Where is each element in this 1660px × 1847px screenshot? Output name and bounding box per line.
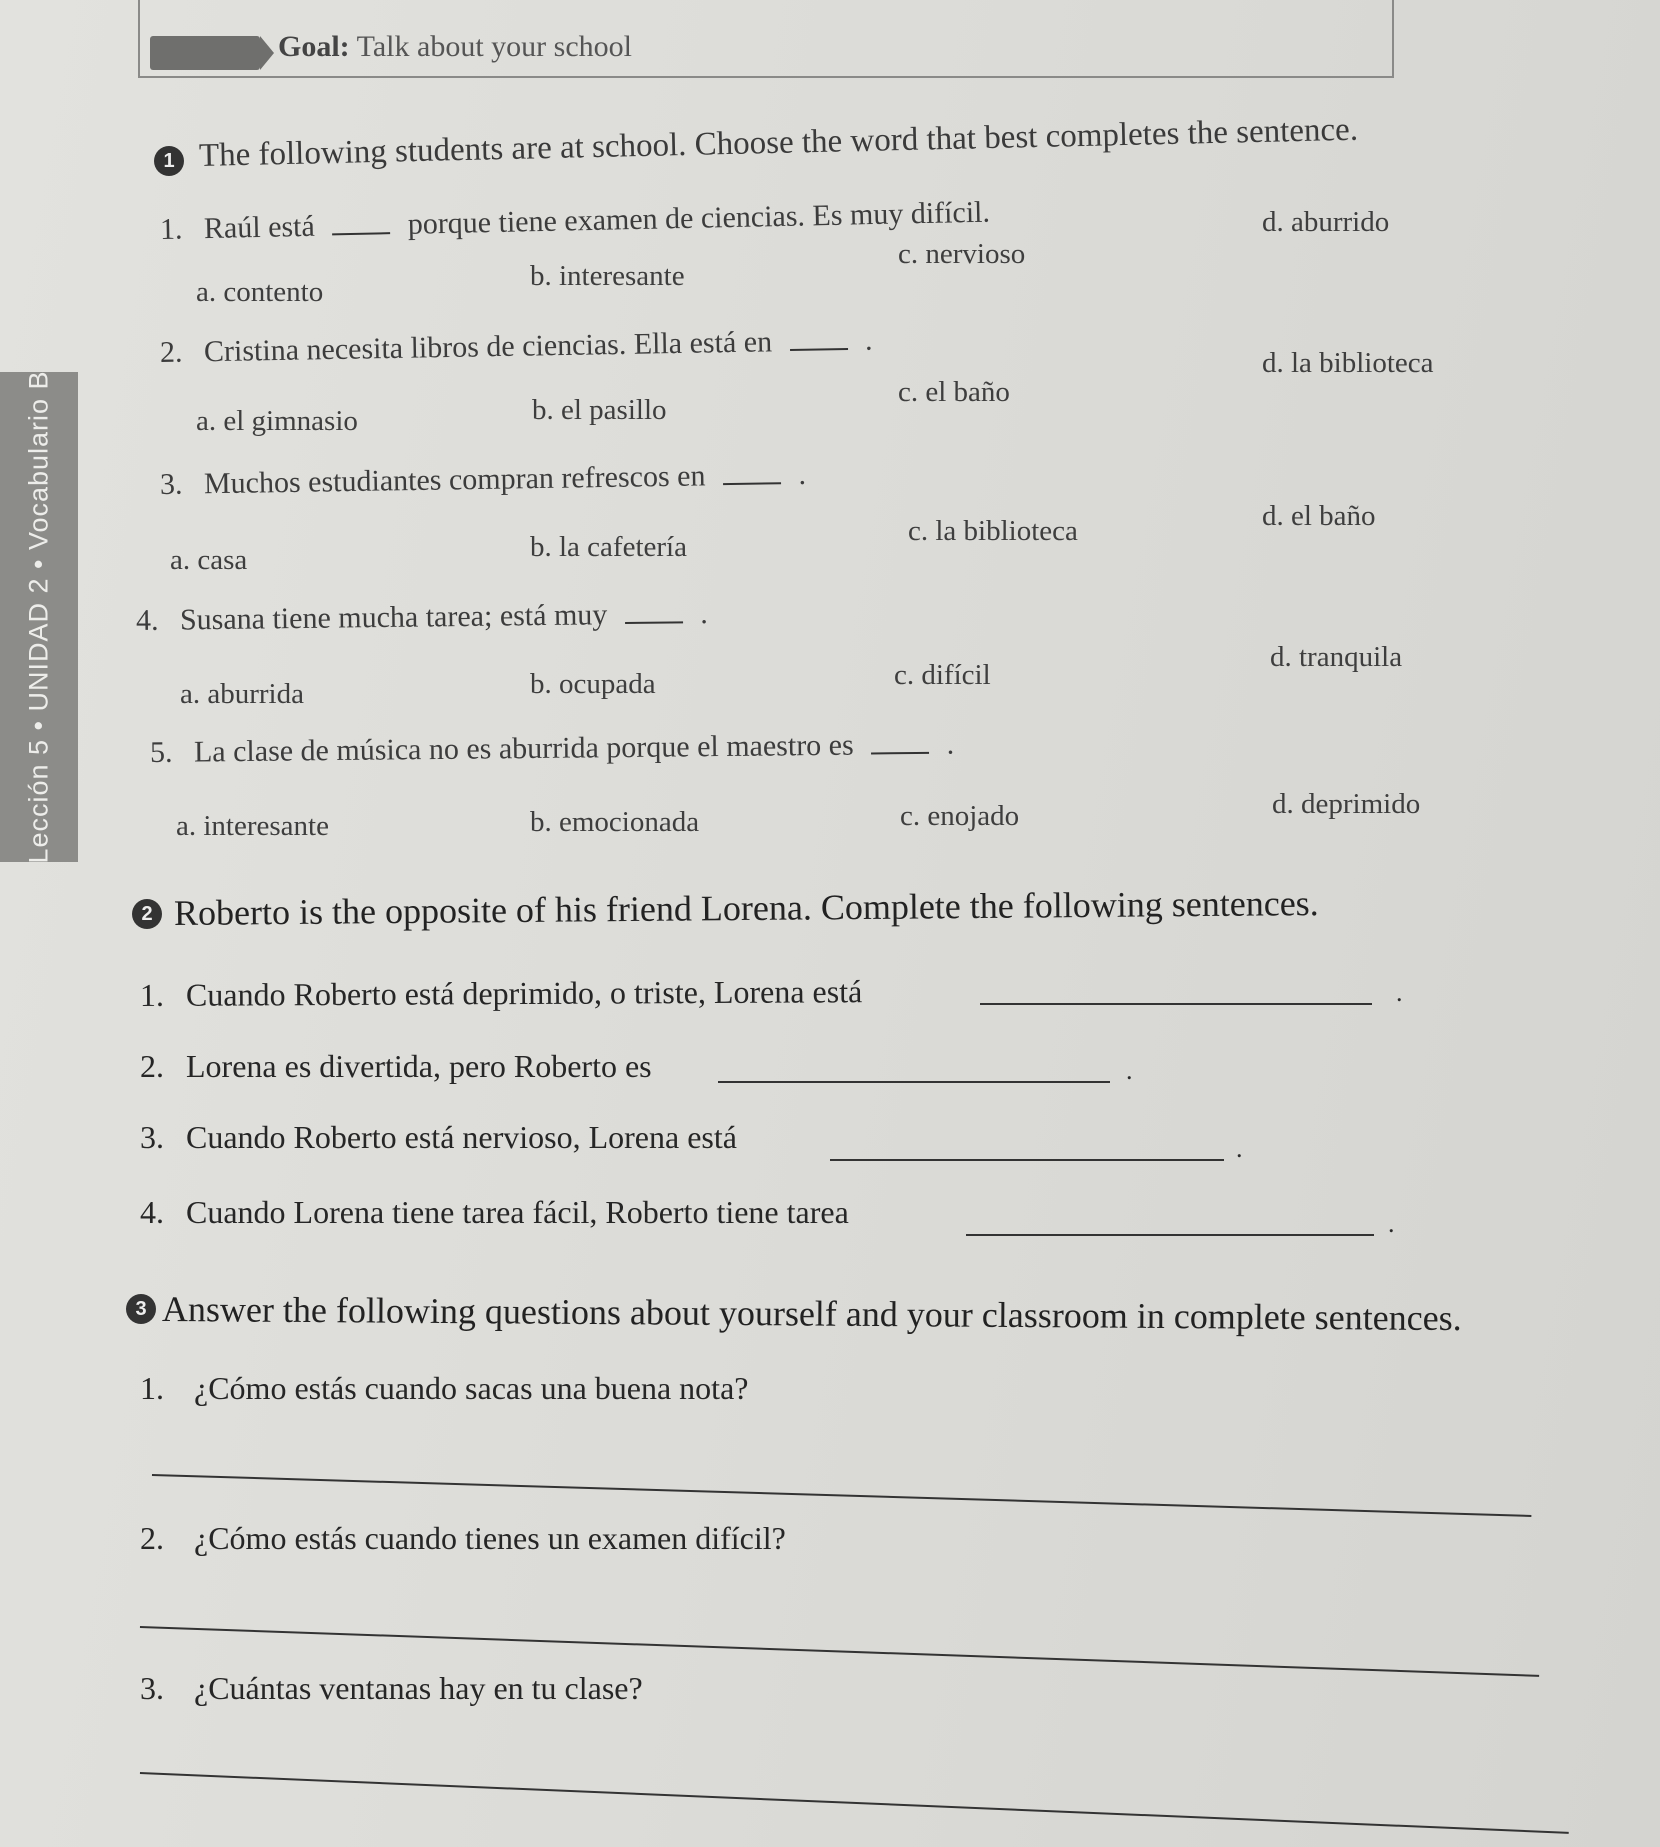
s3-item-3-text: ¿Cuántas ventanas hay en tu clase? [194,1670,643,1706]
lesson-side-tab [0,372,78,862]
section-2-number: 2 [132,899,162,929]
s2-item-1-period: . [1396,978,1403,1007]
s1-item-5-option-c[interactable]: c. enojado [900,800,1020,832]
s1-item-1-before: Raúl está [203,209,316,246]
s1-item-4-option-c[interactable]: c. difícil [894,659,991,691]
section-1-instruction: The following students are at school. Choose the word that best completes the sentence. [198,111,1359,174]
goal-badge [150,36,260,70]
s2-item-2-text: Lorena es divertida, pero Roberto es [186,1048,652,1084]
s2-item-4-text: Cuando Lorena tiene tarea fácil, Roberto tiene tarea [186,1194,849,1230]
s2-item-4 [140,1194,849,1231]
s3-item-1-answer-line[interactable] [152,1474,1531,1517]
s2-item-1-number: 1. [139,976,165,1013]
s1-item-2-option-b[interactable]: b. el pasillo [532,394,667,426]
goal-label: Goal: [278,30,350,63]
section-1-number: 1 [154,146,184,176]
s1-item-4-option-b[interactable]: b. ocupada [530,668,656,700]
s1-item-5-before: La clase de música no es aburrida porque el maestro es [193,728,854,769]
section-3-instruction: Answer the following questions about yourself and your classroom in complete sentences. [161,1289,1462,1339]
s2-item-2-period: . [1126,1056,1133,1085]
s1-item-3-blank[interactable] [723,462,781,485]
goal-text: Talk about your school [356,30,632,63]
s2-item-3-blank[interactable] [830,1159,1224,1161]
s3-item-2-text: ¿Cómo estás cuando tienes un examen difícil? [194,1520,786,1556]
s1-item-1-number: 1. [159,212,183,246]
s2-item-3-number: 3. [140,1119,164,1155]
s3-item-1 [140,1370,748,1407]
s1-item-4-question [136,597,708,638]
s1-item-2-option-d[interactable]: d. la biblioteca [1262,347,1434,379]
s1-item-5-after: . [946,727,955,761]
lesson-side-tab-label: Lección 5 • UNIDAD 2 • Vocabulario B [23,370,54,864]
s1-item-1-blank[interactable] [332,212,390,235]
s1-item-3-option-b[interactable]: b. la cafetería [530,531,687,563]
s1-item-1-option-c[interactable]: c. nervioso [898,238,1026,270]
s1-item-1-option-b[interactable]: b. interesante [530,260,685,292]
s1-item-5-number: 5. [149,735,173,769]
s3-item-2 [140,1520,786,1557]
s2-item-2 [140,1048,652,1085]
s3-item-3-answer-line[interactable] [140,1772,1569,1834]
s2-item-2-blank[interactable] [718,1081,1110,1083]
s3-item-1-number: 1. [140,1370,164,1406]
s2-item-3-text: Cuando Roberto está nervioso, Lorena está [186,1119,737,1155]
s1-item-4-number: 4. [135,603,159,637]
s1-item-4-after: . [700,597,708,631]
section-3-number: 3 [126,1294,156,1324]
section-2-instruction: Roberto is the opposite of his friend Lorena. Complete the following sentences. [173,883,1319,933]
s2-item-4-period: . [1388,1209,1395,1238]
s1-item-1-after: porque tiene examen de ciencias. Es muy difícil. [407,195,991,241]
s1-item-3-question [160,458,806,502]
s3-item-3-number: 3. [140,1670,164,1706]
s1-item-5-blank[interactable] [871,732,929,755]
s1-item-3-before: Muchos estudiantes compran refrescos en [203,459,706,501]
s1-item-2-option-a[interactable]: a. el gimnasio [196,405,358,437]
s1-item-2-option-c[interactable]: c. el baño [898,376,1010,408]
s1-item-3-after: . [798,457,807,491]
s1-item-2-before: Cristina necesita libros de ciencias. Ella está en [203,325,773,369]
s1-item-5-option-d[interactable]: d. deprimido [1272,788,1421,820]
s1-item-5-question [150,728,955,770]
s1-item-4-option-d[interactable]: d. tranquila [1270,641,1403,673]
s2-item-1-text: Cuando Roberto está deprimido, o triste, Lorena está [185,973,863,1013]
goal-line [278,30,632,64]
s1-item-1-question [160,196,991,247]
s3-item-3 [140,1670,643,1707]
s1-item-1-option-d[interactable]: d. aburrido [1262,206,1390,238]
s1-item-1-option-a[interactable]: a. contento [196,276,324,308]
s2-item-1 [140,973,862,1014]
s3-item-1-text: ¿Cómo estás cuando sacas una buena nota? [194,1370,749,1406]
s2-item-3-period: . [1236,1134,1243,1163]
s1-item-3-option-a[interactable]: a. casa [170,544,248,576]
s1-item-4-option-a[interactable]: a. aburrida [180,678,304,710]
s1-item-2-after: . [864,323,873,357]
s3-item-2-number: 2. [140,1520,164,1556]
s1-item-3-option-d[interactable]: d. el baño [1262,500,1376,532]
s1-item-2-question [160,324,873,370]
s1-item-5-option-a[interactable]: a. interesante [176,810,329,842]
s2-item-4-blank[interactable] [966,1234,1374,1236]
s1-item-3-option-c[interactable]: c. la biblioteca [908,515,1078,547]
s1-item-4-blank[interactable] [625,601,683,624]
s1-item-4-before: Susana tiene mucha tarea; está muy [179,598,608,637]
s2-item-2-number: 2. [140,1048,164,1084]
s2-item-1-blank[interactable] [980,1003,1372,1005]
s2-item-4-number: 4. [140,1194,164,1230]
s1-item-3-number: 3. [159,467,183,501]
s1-item-5-option-b[interactable]: b. emocionada [530,806,700,838]
s2-item-3 [140,1119,737,1156]
s1-item-2-number: 2. [159,335,183,369]
s1-item-2-blank[interactable] [789,328,847,351]
